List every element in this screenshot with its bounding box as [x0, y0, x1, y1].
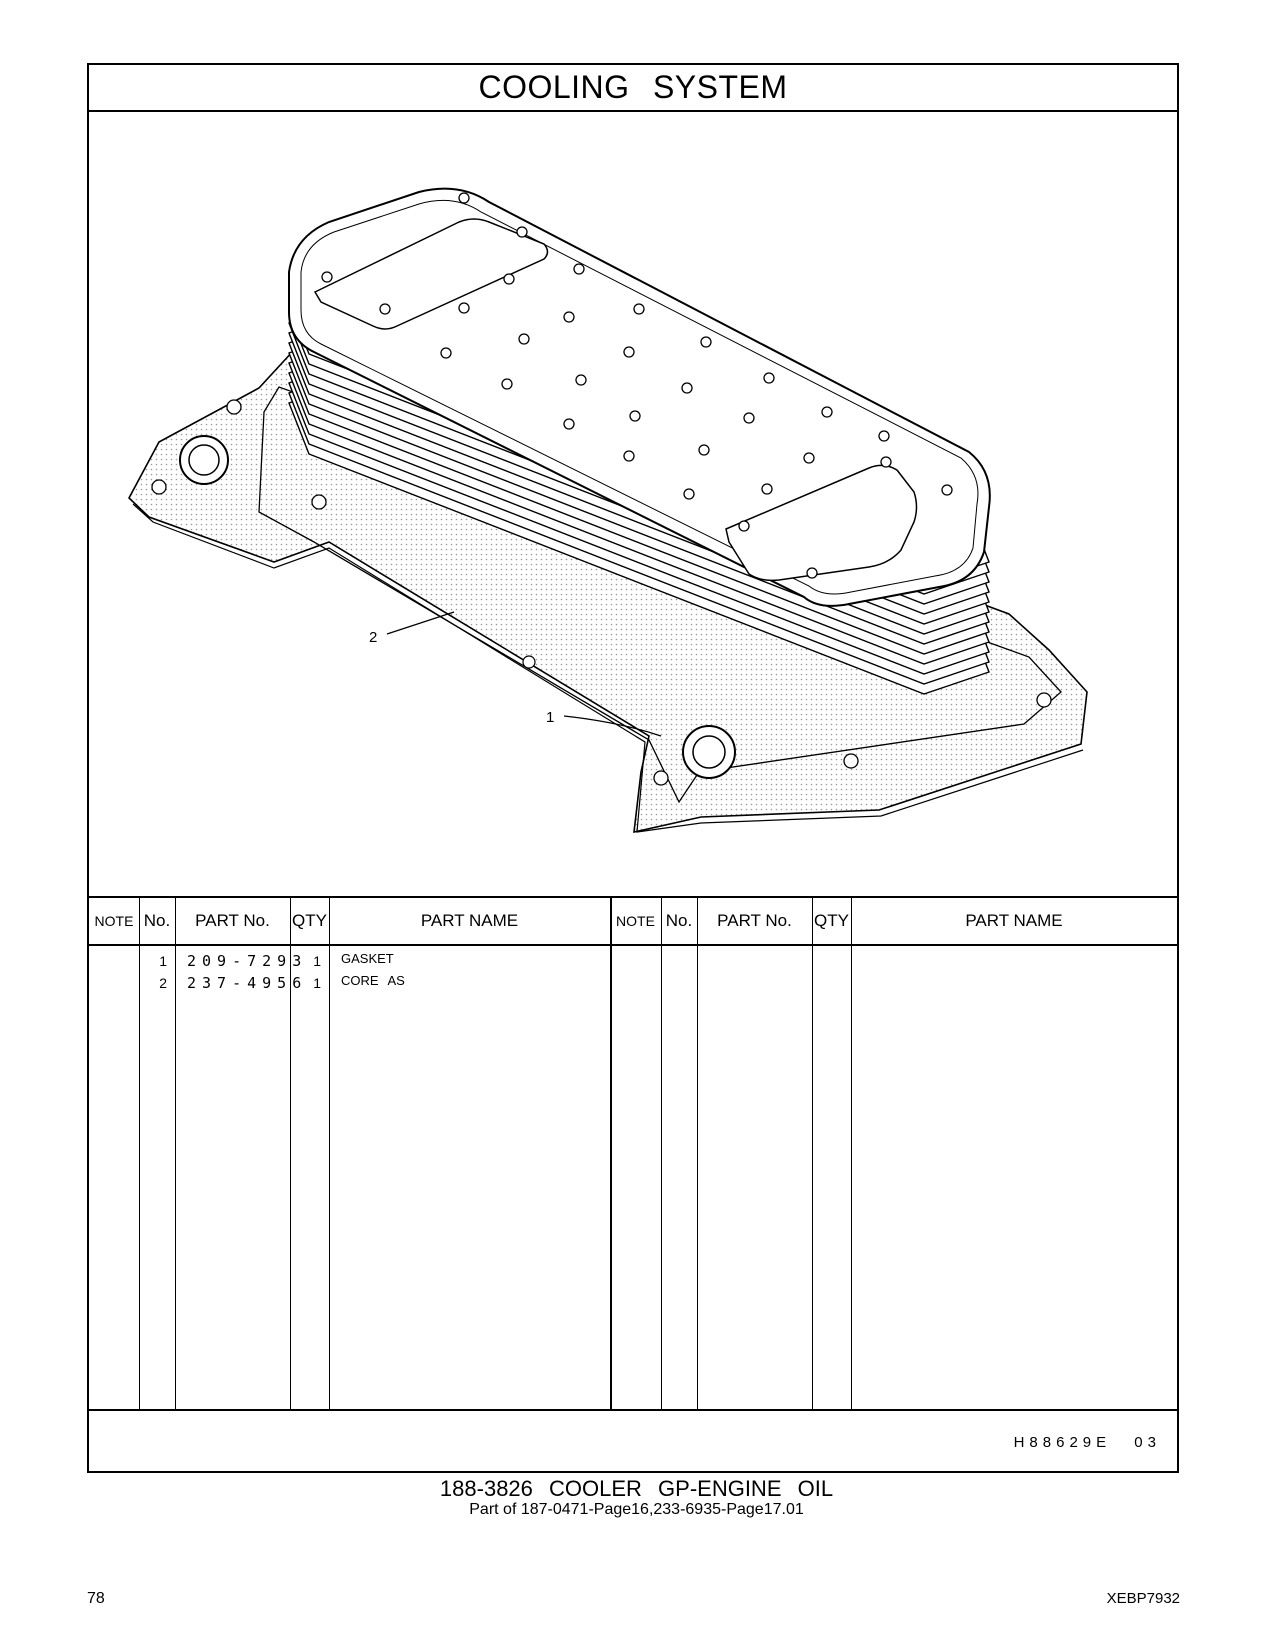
header-part-no: PART No.: [717, 911, 792, 930]
table-row-qty: 1: [313, 975, 321, 991]
oil-cooler-illustration: [89, 112, 1177, 896]
col-divider: [697, 898, 698, 1409]
table-row-part-no: 237-4956: [187, 974, 308, 992]
col-divider: [851, 898, 852, 1409]
header-qty: QTY: [814, 911, 849, 930]
header-note: NOTE: [94, 913, 134, 929]
table-row-part-name: GASKET: [341, 951, 394, 966]
exploded-view-drawing: [89, 112, 1177, 896]
header-note: NOTE: [616, 913, 655, 929]
parts-page-frame: [87, 63, 1179, 1473]
header-part-no: PART No.: [195, 911, 270, 930]
callout-2-label: 2: [369, 629, 378, 646]
header-no: No.: [665, 911, 693, 930]
document-id: XEBP7932: [1106, 1590, 1180, 1607]
page-number: 78: [87, 1590, 105, 1607]
header-part-name: PART NAME: [420, 911, 519, 930]
header-part-name: PART NAME: [965, 911, 1063, 930]
table-row-part-name: CORE AS: [341, 973, 405, 988]
group-title: 188-3826 COOLER GP-ENGINE OIL: [439, 1476, 834, 1501]
group-subtitle: Part of 187-0471-Page16,233-6935-Page17.01: [469, 1501, 804, 1518]
illustration-reference: H88629E 03: [1013, 1434, 1161, 1451]
table-header-divider: [89, 944, 1177, 946]
header-no: No.: [143, 911, 171, 930]
callout-1-label: 1: [546, 709, 555, 726]
header-qty: QTY: [292, 911, 327, 930]
table-row-qty: 1: [313, 953, 321, 969]
table-row-no: 1: [159, 953, 167, 969]
col-divider: [812, 898, 813, 1409]
col-divider: [175, 898, 176, 1409]
col-divider-center: [610, 898, 612, 1409]
table-row-no: 2: [159, 975, 167, 991]
section-title: COOLING SYSTEM: [89, 65, 1177, 112]
parts-list-table: [89, 896, 1177, 1411]
table-row-part-no: 209-7293: [187, 952, 308, 970]
col-divider: [661, 898, 662, 1409]
col-divider: [329, 898, 330, 1409]
